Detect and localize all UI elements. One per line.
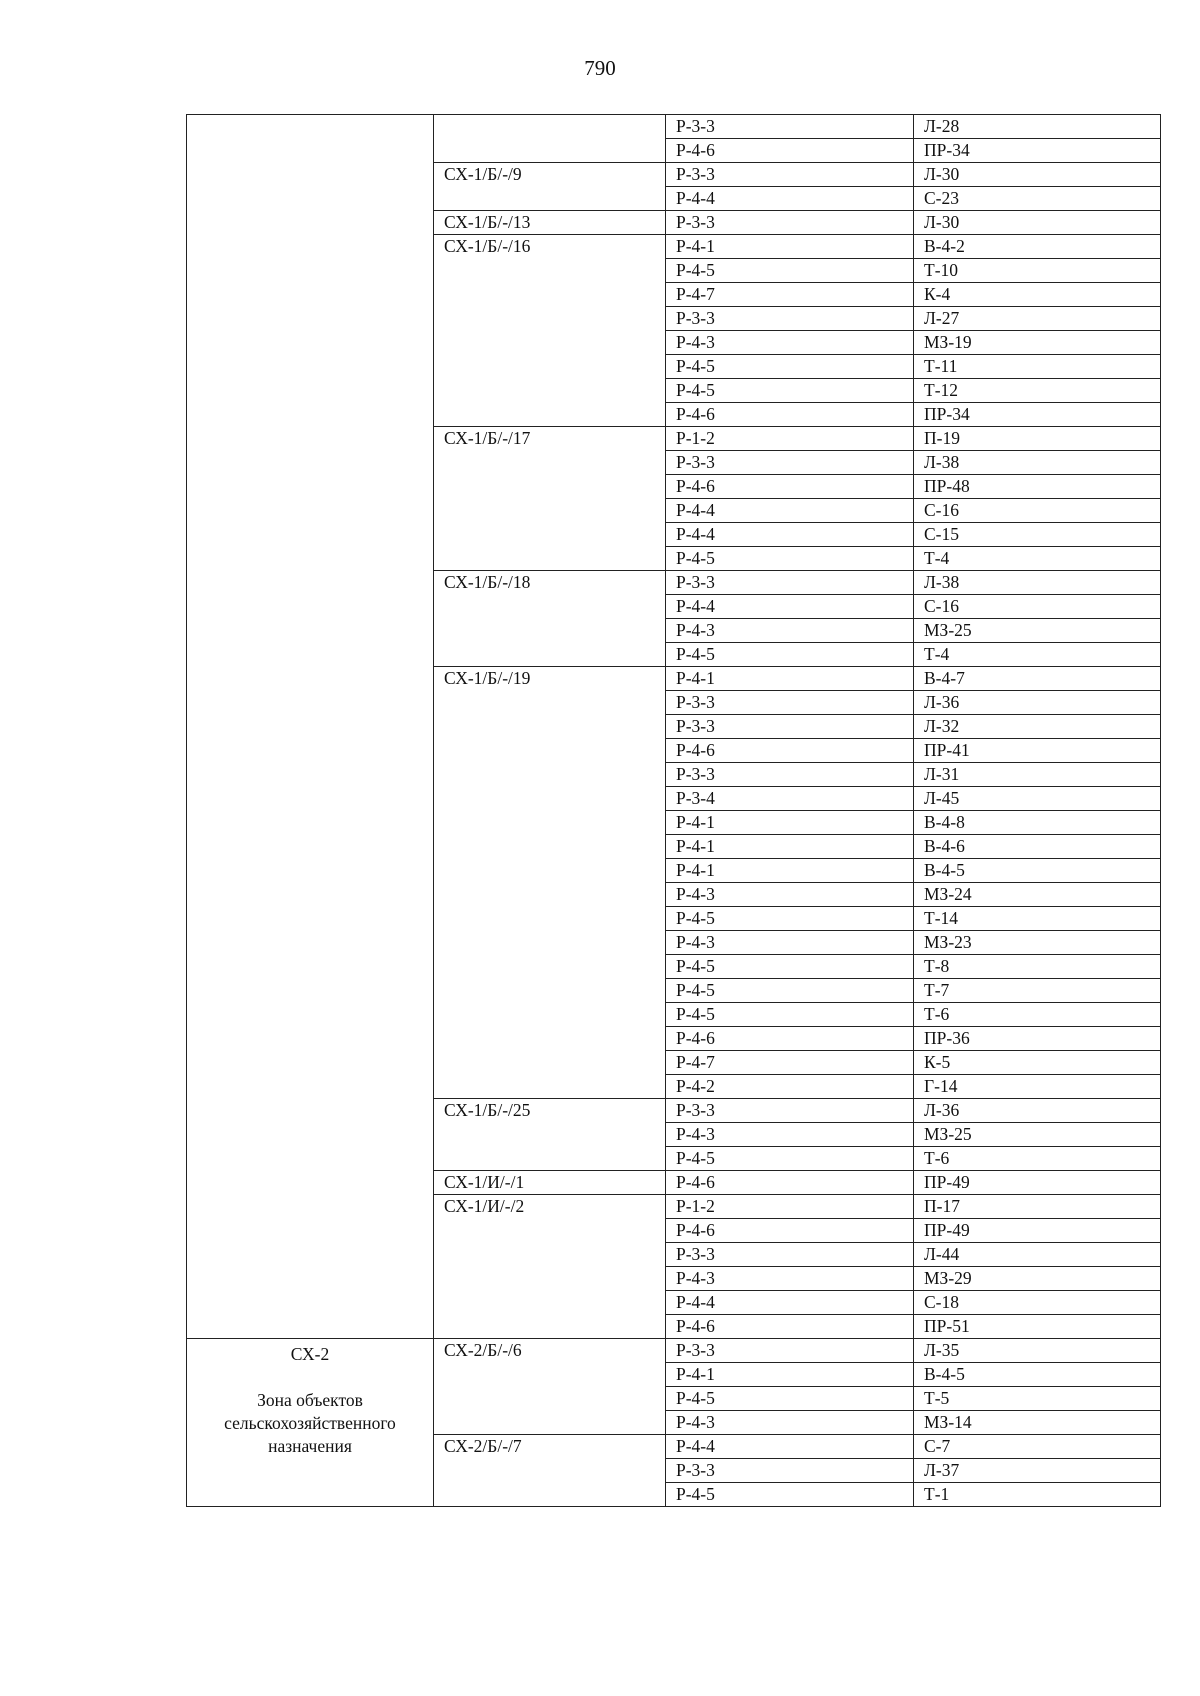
regulation-code-cell: Р-3-3 — [666, 115, 914, 139]
regulation-code-cell: Р-4-5 — [666, 1483, 914, 1507]
object-code-cell: Л-28 — [914, 115, 1161, 139]
subzone-cell: СХ-2/Б/-/7 — [434, 1435, 666, 1507]
object-code-cell: Л-35 — [914, 1339, 1161, 1363]
regulation-code-cell: Р-4-4 — [666, 1435, 914, 1459]
object-code-cell: В-4-5 — [914, 1363, 1161, 1387]
regulation-code-cell: Р-4-3 — [666, 883, 914, 907]
regulation-code-cell: Р-3-3 — [666, 1339, 914, 1363]
regulation-code-cell: Р-4-3 — [666, 1267, 914, 1291]
regulation-code-cell: Р-4-4 — [666, 499, 914, 523]
regulation-code-cell: Р-4-5 — [666, 547, 914, 571]
regulation-code-cell: Р-4-5 — [666, 355, 914, 379]
object-code-cell: Т-7 — [914, 979, 1161, 1003]
regulation-code-cell: Р-4-4 — [666, 187, 914, 211]
object-code-cell: Л-37 — [914, 1459, 1161, 1483]
regulation-code-cell: Р-4-5 — [666, 955, 914, 979]
subzone-cell: СХ-1/Б/-/9 — [434, 163, 666, 211]
object-code-cell: ПР-34 — [914, 403, 1161, 427]
zone-cell — [187, 115, 434, 1339]
table-row — [187, 115, 1161, 139]
zoning-table — [186, 114, 1161, 1507]
object-code-cell: Т-8 — [914, 955, 1161, 979]
object-code-cell: Г-14 — [914, 1075, 1161, 1099]
object-code-cell: Т-11 — [914, 355, 1161, 379]
object-code-cell: Т-6 — [914, 1003, 1161, 1027]
object-code-cell: С-16 — [914, 499, 1161, 523]
object-code-cell: Т-4 — [914, 643, 1161, 667]
regulation-code-cell: Р-4-5 — [666, 259, 914, 283]
regulation-code-cell: Р-4-6 — [666, 1027, 914, 1051]
regulation-code-cell: Р-4-6 — [666, 739, 914, 763]
regulation-code-cell: Р-3-3 — [666, 163, 914, 187]
regulation-code-cell: Р-4-1 — [666, 235, 914, 259]
regulation-code-cell: Р-1-2 — [666, 1195, 914, 1219]
object-code-cell: С-7 — [914, 1435, 1161, 1459]
regulation-code-cell: Р-4-6 — [666, 1219, 914, 1243]
object-code-cell: Т-1 — [914, 1483, 1161, 1507]
object-code-cell: Т-4 — [914, 547, 1161, 571]
object-code-cell: Л-30 — [914, 211, 1161, 235]
object-code-cell: С-16 — [914, 595, 1161, 619]
subzone-cell: СХ-1/И/-/2 — [434, 1195, 666, 1339]
regulation-code-cell: Р-4-3 — [666, 1411, 914, 1435]
object-code-cell: МЗ-24 — [914, 883, 1161, 907]
regulation-code-cell: Р-4-1 — [666, 1363, 914, 1387]
regulation-code-cell: Р-3-3 — [666, 211, 914, 235]
zone-code: СХ-2 — [290, 1344, 330, 1364]
object-code-cell: ПР-34 — [914, 139, 1161, 163]
object-code-cell: С-23 — [914, 187, 1161, 211]
object-code-cell: Л-32 — [914, 715, 1161, 739]
object-code-cell: Л-44 — [914, 1243, 1161, 1267]
regulation-code-cell: Р-3-3 — [666, 451, 914, 475]
object-code-cell: ПР-48 — [914, 475, 1161, 499]
object-code-cell: В-4-8 — [914, 811, 1161, 835]
regulation-code-cell: Р-4-3 — [666, 1123, 914, 1147]
regulation-code-cell: Р-3-3 — [666, 1099, 914, 1123]
regulation-code-cell: Р-4-5 — [666, 643, 914, 667]
regulation-code-cell: Р-4-5 — [666, 1387, 914, 1411]
object-code-cell: ПР-51 — [914, 1315, 1161, 1339]
object-code-cell: ПР-36 — [914, 1027, 1161, 1051]
regulation-code-cell: Р-4-6 — [666, 403, 914, 427]
table-row — [187, 1339, 1161, 1363]
subzone-cell: СХ-1/И/-/1 — [434, 1171, 666, 1195]
regulation-code-cell: Р-4-5 — [666, 979, 914, 1003]
regulation-code-cell: Р-4-5 — [666, 1147, 914, 1171]
object-code-cell: Л-36 — [914, 691, 1161, 715]
object-code-cell: П-19 — [914, 427, 1161, 451]
regulation-code-cell: Р-4-7 — [666, 283, 914, 307]
regulation-code-cell: Р-4-7 — [666, 1051, 914, 1075]
object-code-cell: Л-31 — [914, 763, 1161, 787]
object-code-cell: МЗ-19 — [914, 331, 1161, 355]
regulation-code-cell: Р-4-6 — [666, 139, 914, 163]
regulation-code-cell: Р-4-4 — [666, 595, 914, 619]
object-code-cell: С-15 — [914, 523, 1161, 547]
object-code-cell: П-17 — [914, 1195, 1161, 1219]
regulation-code-cell: Р-3-4 — [666, 787, 914, 811]
regulation-code-cell: Р-3-3 — [666, 307, 914, 331]
regulation-code-cell: Р-3-3 — [666, 715, 914, 739]
subzone-cell: СХ-1/Б/-/17 — [434, 427, 666, 571]
object-code-cell: Л-27 — [914, 307, 1161, 331]
regulation-code-cell: Р-4-1 — [666, 667, 914, 691]
regulation-code-cell: Р-4-1 — [666, 811, 914, 835]
regulation-code-cell: Р-4-4 — [666, 523, 914, 547]
object-code-cell: Т-5 — [914, 1387, 1161, 1411]
object-code-cell: ПР-49 — [914, 1171, 1161, 1195]
object-code-cell: Л-30 — [914, 163, 1161, 187]
object-code-cell: Т-10 — [914, 259, 1161, 283]
table-body — [187, 115, 1161, 1507]
regulation-code-cell: Р-4-3 — [666, 931, 914, 955]
object-code-cell: С-18 — [914, 1291, 1161, 1315]
regulation-code-cell: Р-4-5 — [666, 1003, 914, 1027]
object-code-cell: Л-45 — [914, 787, 1161, 811]
object-code-cell: МЗ-23 — [914, 931, 1161, 955]
object-code-cell: МЗ-29 — [914, 1267, 1161, 1291]
subzone-cell — [434, 115, 666, 163]
regulation-code-cell: Р-3-3 — [666, 691, 914, 715]
object-code-cell: МЗ-25 — [914, 619, 1161, 643]
object-code-cell: В-4-5 — [914, 859, 1161, 883]
object-code-cell: Л-36 — [914, 1099, 1161, 1123]
regulation-code-cell: Р-3-3 — [666, 1243, 914, 1267]
subzone-cell: СХ-1/Б/-/13 — [434, 211, 666, 235]
object-code-cell: Л-38 — [914, 451, 1161, 475]
regulation-code-cell: Р-4-1 — [666, 859, 914, 883]
regulation-code-cell: Р-4-6 — [666, 1315, 914, 1339]
regulation-code-cell: Р-4-6 — [666, 475, 914, 499]
page-number: 790 — [584, 56, 616, 80]
object-code-cell: В-4-7 — [914, 667, 1161, 691]
regulation-code-cell: Р-4-3 — [666, 331, 914, 355]
regulation-code-cell: Р-4-4 — [666, 1291, 914, 1315]
regulation-code-cell: Р-3-3 — [666, 763, 914, 787]
regulation-code-cell: Р-4-2 — [666, 1075, 914, 1099]
regulation-code-cell: Р-4-1 — [666, 835, 914, 859]
regulation-code-cell: Р-1-2 — [666, 427, 914, 451]
regulation-code-cell: Р-4-3 — [666, 619, 914, 643]
object-code-cell: Т-12 — [914, 379, 1161, 403]
regulation-code-cell: Р-3-3 — [666, 1459, 914, 1483]
object-code-cell: МЗ-25 — [914, 1123, 1161, 1147]
object-code-cell: Т-6 — [914, 1147, 1161, 1171]
subzone-cell: СХ-1/Б/-/19 — [434, 667, 666, 1099]
object-code-cell: К-5 — [914, 1051, 1161, 1075]
zone-name: Зона объектов сельскохозяйственного назначения — [224, 1390, 396, 1456]
subzone-cell: СХ-1/Б/-/25 — [434, 1099, 666, 1171]
regulation-code-cell: Р-4-5 — [666, 379, 914, 403]
zone-cell — [187, 1339, 434, 1507]
object-code-cell: ПР-41 — [914, 739, 1161, 763]
object-code-cell: ПР-49 — [914, 1219, 1161, 1243]
object-code-cell: МЗ-14 — [914, 1411, 1161, 1435]
regulation-code-cell: Р-4-6 — [666, 1171, 914, 1195]
object-code-cell: В-4-2 — [914, 235, 1161, 259]
regulation-code-cell: Р-3-3 — [666, 571, 914, 595]
subzone-cell: СХ-1/Б/-/18 — [434, 571, 666, 667]
regulation-code-cell: Р-4-5 — [666, 907, 914, 931]
subzone-cell: СХ-2/Б/-/6 — [434, 1339, 666, 1435]
object-code-cell: Л-38 — [914, 571, 1161, 595]
object-code-cell: К-4 — [914, 283, 1161, 307]
object-code-cell: В-4-6 — [914, 835, 1161, 859]
subzone-cell: СХ-1/Б/-/16 — [434, 235, 666, 427]
object-code-cell: Т-14 — [914, 907, 1161, 931]
